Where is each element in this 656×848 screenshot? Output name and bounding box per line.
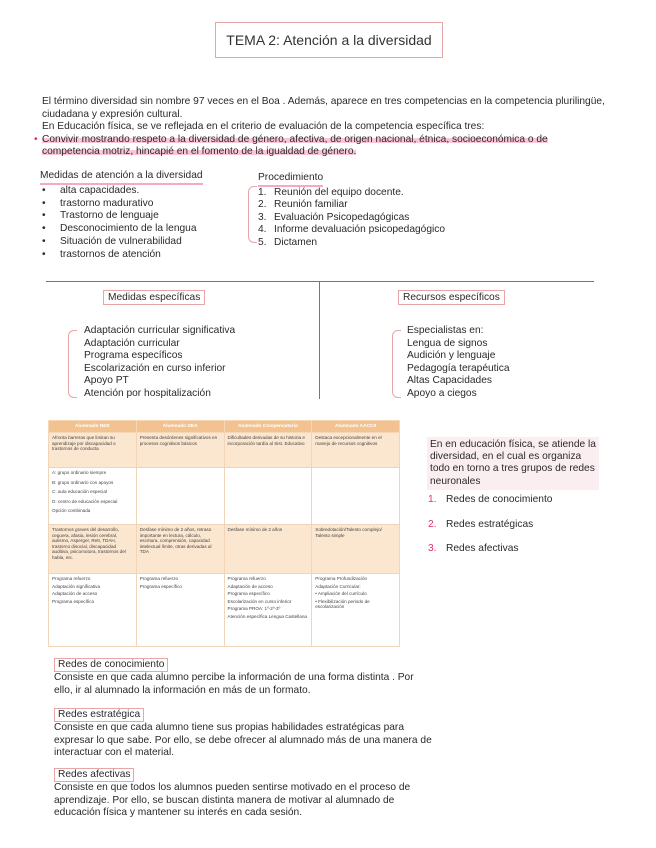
medidas-especificas-label: Medidas específicas xyxy=(103,290,205,305)
list-item: • Situación de vulnerabilidad xyxy=(40,236,203,249)
divider-vertical xyxy=(319,281,320,399)
item-number: 3. xyxy=(258,211,267,223)
table-cell: Sobredotación/Talento complejo/ Talento simple xyxy=(312,525,400,574)
list-item: • alta capacidades. xyxy=(40,185,203,198)
procedimiento-heading: Procedimiento xyxy=(258,172,323,187)
table-cell xyxy=(136,468,224,525)
table-cell: Desfase mínimo de 2 años, retraso importante en lectura, cálculo, escritura, comprensión, capacidad intelectual límite, otras derivadas al TDA xyxy=(136,525,224,574)
section-redes-conocimiento xyxy=(54,658,434,697)
table-line: B: grupo ordinario con apoyos xyxy=(52,479,114,485)
section-text: Consiste en que cada alumno percibe la información de una forma distinta . Por ello, ir al alumnado la información en más de un formato. xyxy=(54,672,414,696)
bracket-decoration xyxy=(392,330,401,398)
alumnado-table xyxy=(48,420,400,641)
table-line: • Ampliación del currículo xyxy=(315,591,367,597)
table-line: Programa específico xyxy=(139,583,182,589)
table-cell xyxy=(312,574,400,647)
list-item: • trastorno madurativo xyxy=(40,198,203,211)
list-item: Adaptación curricular xyxy=(84,337,180,349)
section-text: Consiste en que cada alumno tiene sus propias habilidades estratégicas para expresar lo que sabe. Por ello, se debe ofrecer al alumnado más de una manera de interactuar con el material. xyxy=(54,722,432,759)
table-line: Adaptación de acceso xyxy=(52,591,98,597)
table-header-row xyxy=(49,421,400,433)
procedimiento-section xyxy=(258,172,445,249)
item-number: 4. xyxy=(258,224,267,235)
item-number: 2. xyxy=(258,199,267,210)
table-cell: Afronta barreras que limitan su aprendizaje por discapacidad o trastornos de conducta xyxy=(49,433,137,468)
list-item: • Desconocimiento de la lengua xyxy=(40,223,203,236)
item-number: 3. xyxy=(428,543,437,554)
item-text: Reunión del equipo docente. xyxy=(274,186,404,198)
table-line: Opción combinada xyxy=(52,508,91,514)
item-text: Redes afectivas xyxy=(446,543,519,554)
table-cell xyxy=(224,574,312,647)
item-text: Dictamen xyxy=(274,236,318,248)
list-item: • Trastorno de lenguaje xyxy=(40,210,203,223)
side-note: En en educación física, se atiende la diversidad, en el cual es organiza todo en torno a tres grupos de redes neuronales xyxy=(427,437,599,490)
medidas-section xyxy=(40,170,203,262)
list-item xyxy=(258,199,445,212)
especificas-list xyxy=(84,325,235,401)
item-text: Redes estratégicas xyxy=(446,518,534,530)
section-label: Redes de conocimiento xyxy=(54,658,168,672)
list-item: Pedagogía terapéutica xyxy=(407,362,510,374)
table-line: Programa refuerzo xyxy=(52,576,91,581)
table-cell xyxy=(49,468,137,525)
list-item: Especialistas en: xyxy=(407,325,484,336)
recursos-list xyxy=(407,325,510,401)
list-item xyxy=(258,212,445,225)
table-cell: Dificultades derivadas de su historia e incorporación tardía al Sist. Educativo xyxy=(224,433,312,468)
table-line: Escolarización en curso inferior xyxy=(227,598,292,604)
item-text: Evaluación Psicopedagógicas xyxy=(274,211,410,223)
table-header-cell: Alumnado DEA xyxy=(136,421,224,433)
table-cell xyxy=(49,574,137,647)
table-line: D: centro de educación especial xyxy=(52,498,118,504)
table-header-cell: Alumnado Compensatoria xyxy=(224,421,312,433)
intro-paragraph: En Educación física, se ve reflejada en el criterio de evaluación de la competencia específica tres: xyxy=(42,121,485,133)
item-number: 5. xyxy=(258,236,267,248)
table-line: Programa PROA: 1º-2º-3º xyxy=(227,606,281,612)
table-line: Adaptación Curricular: xyxy=(315,583,361,589)
item-text: Reunión familiar xyxy=(274,199,348,210)
table-line: • Flexibilización periodo de escolarización xyxy=(315,598,370,610)
list-item xyxy=(258,237,445,250)
divider-horizontal xyxy=(46,281,594,282)
table-cell xyxy=(224,468,312,525)
list-item xyxy=(428,519,552,544)
section-text: Consiste en que todos los alumnos pueden sentirse motivado en el proceso de aprendizaje. Por ello, se buscan distinta manera de motivar al alumnado de educación física y mantener su interés en cada sesión. xyxy=(54,782,411,819)
intro-paragraph: El término diversidad sin nombre 97 veces en el Boa . Además, aparece en tres competencias en la competencia plurilingüe, ciudadana y expresión cultural. xyxy=(42,96,605,120)
intro-text xyxy=(34,96,608,159)
list-item xyxy=(428,543,552,568)
medidas-heading: Medidas de atención a la diversidad xyxy=(40,170,203,185)
table-row xyxy=(49,468,400,525)
table-header-cell: Alumnado NEE xyxy=(49,421,137,433)
item-number: 2. xyxy=(428,518,437,530)
list-item: Adaptación curricular significativa xyxy=(84,325,236,336)
table-row xyxy=(49,433,400,468)
table-line: Programa refuerzo xyxy=(139,576,179,581)
table-line: Programa refuerzo xyxy=(227,576,266,581)
table-line: C: aula educación especial xyxy=(52,489,107,495)
table-cell: Presenta desórdenes significativos en procesos cognitivos básicos xyxy=(136,433,224,468)
item-text: Redes de conocimiento xyxy=(446,494,553,505)
page-title: TEMA 2: Atención a la diversidad xyxy=(215,22,443,58)
section-redes-afectivas xyxy=(54,768,434,820)
table-line: Programa Profundización xyxy=(315,576,368,581)
section-label: Redes estratégica xyxy=(54,708,144,722)
highlighted-text: Convivir mostrando respeto a la diversidad de género, afectiva, de origen nacional, étnica, socioeconómica o de competencia motriz, hincapié en el fomento de la igualdad de género. xyxy=(42,133,548,158)
table-cell: Trastornos graves del desarrollo, ceguera, afasia, lesión cerebral, autismo, Asperger, Rett, TDAH, trastorno disocial, discapacidad auditiva, psicomotora, trastornos del habla, etc. xyxy=(49,525,137,574)
table-line: Programa específico xyxy=(227,591,270,597)
medidas-list xyxy=(40,185,203,262)
item-number: 1. xyxy=(258,186,267,198)
bracket-decoration xyxy=(68,330,77,398)
list-item xyxy=(428,494,552,519)
bullet-icon: • xyxy=(34,133,38,145)
list-item: Lengua de signos xyxy=(407,337,488,349)
table-row xyxy=(49,525,400,574)
list-item xyxy=(258,187,445,200)
table-cell: Destaca excepcionalmente en el manejo de recursos cognitivos xyxy=(312,433,400,468)
section-redes-estrategica xyxy=(54,708,434,760)
intro-bullet xyxy=(34,133,608,159)
list-item: Altas Capacidades xyxy=(407,375,492,387)
list-item: Apoyo PT xyxy=(84,375,129,387)
section-label: Redes afectivas xyxy=(54,768,134,782)
table-row xyxy=(49,574,400,647)
table-cell xyxy=(136,574,224,647)
list-item: Atención por hospitalización xyxy=(84,387,211,399)
table-cell: Desfase mínimo de 2 años xyxy=(224,525,312,574)
list-item: • trastornos de atención xyxy=(40,249,203,262)
recursos-especificos-label: Recursos específicos xyxy=(398,290,505,305)
item-number: 1. xyxy=(428,494,437,505)
table-line: Adaptación de acceso xyxy=(227,583,273,589)
table-line: Adaptación significativa xyxy=(52,583,101,589)
redes-list xyxy=(428,494,552,568)
alumnado-grid xyxy=(48,420,400,647)
table-line: Programa específico xyxy=(52,598,95,604)
list-item: Apoyo a ciegos xyxy=(407,387,477,399)
table-cell xyxy=(312,468,400,525)
table-line: Atención específica Lengua Castellana xyxy=(227,613,307,619)
list-item: Escolarización en curso inferior xyxy=(84,362,226,374)
list-item: Programa específicos xyxy=(84,350,183,362)
table-line: A: grupo ordinario siempre xyxy=(52,470,107,475)
table-header-cell: Alumnado AACCII xyxy=(312,421,400,433)
bracket-decoration xyxy=(248,186,257,243)
list-item xyxy=(258,224,445,237)
list-item: Audición y lenguaje xyxy=(407,350,496,362)
item-text: Informe devaluación psicopedagógico xyxy=(274,224,446,235)
procedimiento-list xyxy=(258,187,445,250)
